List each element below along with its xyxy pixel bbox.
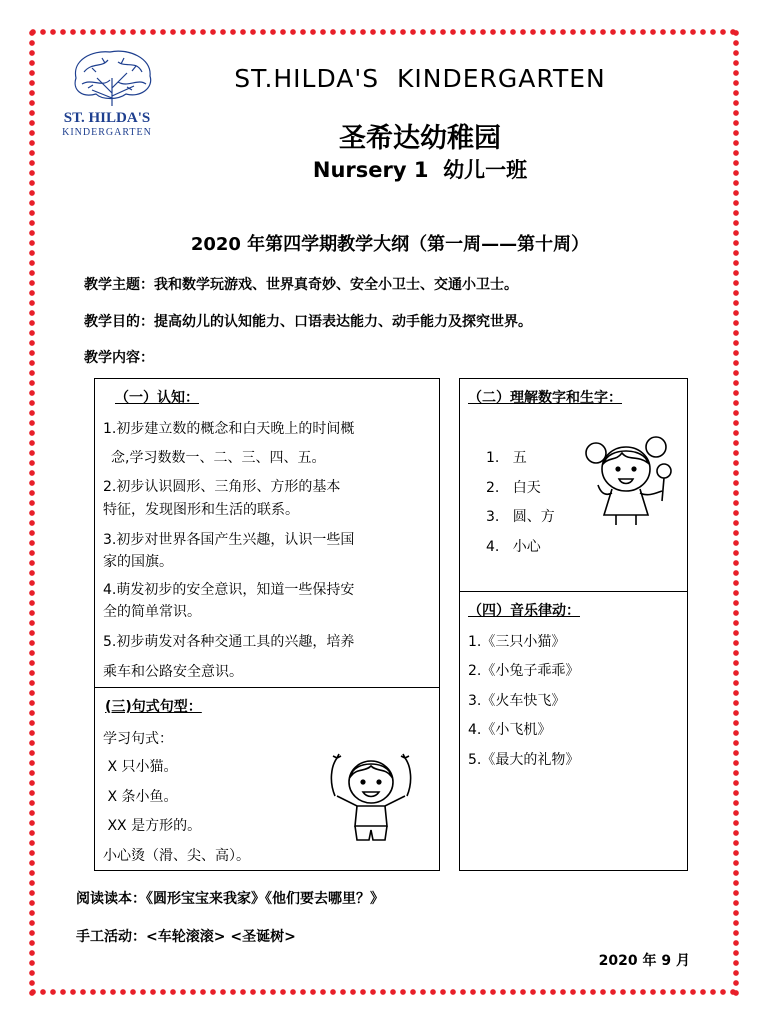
music-item: 3.《火车快飞》 [468, 693, 566, 709]
sentence-line: XX 是方形的。 [103, 818, 202, 834]
document-date: 2020 年 9 月 [598, 953, 690, 969]
music-item: 2.《小兔子乖乖》 [468, 663, 580, 679]
music-item: 5.《最大的礼物》 [468, 752, 580, 768]
school-name-cn: 圣希达幼稚园 [339, 123, 501, 154]
logo-name: ST. HILDA'S [63, 110, 151, 126]
cognition-line: 1.初步建立数的概念和白天晚上的时间概 [103, 421, 355, 437]
dotted-border-right [732, 28, 740, 996]
cognition-line: 家的国旗。 [103, 554, 173, 570]
cognition-line: 3.初步对世界各国产生兴趣，认识一些国 [103, 532, 355, 548]
cognition-line: 4.萌发初步的安全意识，知道一些保持安 [103, 582, 355, 598]
sentence-line: 学习句式： [103, 731, 173, 747]
logo-subtitle: KINDERGARTEN [62, 127, 152, 138]
sentences-box [94, 687, 440, 871]
sentences-title: (三)句式句型： [105, 699, 202, 715]
sentence-line: X 条小鱼。 [103, 789, 178, 805]
cognition-line: 特征，发现图形和生活的联系。 [103, 502, 299, 518]
sentence-line: 小心烫（滑、尖、高）。 [103, 848, 250, 864]
reading-books: 阅读读本：《圆形宝宝来我家》《他们要去哪里？》 [76, 891, 384, 907]
cognition-title: （一）认知： [115, 390, 199, 406]
music-box [459, 591, 688, 871]
cognition-line: 5.初步萌发对各种交通工具的兴趣，培养 [103, 634, 355, 650]
syllabus-title: 2020 年第四学期教学大纲（第一周——第十周） [190, 234, 590, 255]
teaching-content-label: 教学内容： [84, 350, 154, 366]
cognition-line: 念,学习数数一、二、三、四、五。 [111, 450, 326, 466]
numbers-word-item: 3. 圆、方 [486, 509, 555, 525]
dotted-border-bottom [28, 988, 740, 996]
music-item: 1.《三只小猫》 [468, 634, 566, 650]
numbers-word-item: 2. 白天 [486, 480, 541, 496]
dotted-border-left [28, 28, 36, 996]
numbers-word-item: 4. 小心 [486, 539, 541, 555]
teaching-theme: 教学主题：我和数学玩游戏、世界真奇妙、安全小卫士、交通小卫士。 [84, 277, 518, 293]
cognition-line: 2.初步认识圆形、三角形、方形的基本 [103, 479, 341, 495]
music-title: （四）音乐律动： [468, 603, 580, 619]
numbers-words-box [459, 378, 688, 592]
class-name: Nursery 1 幼儿一班 [312, 158, 528, 182]
boy-illustration [327, 752, 415, 844]
cognition-line: 全的简单常识。 [103, 604, 201, 620]
cognition-box [94, 378, 440, 688]
cognition-line: 乘车和公路安全意识。 [103, 664, 243, 680]
teaching-objective: 教学目的：提高幼儿的认知能力、口语表达能力、动手能力及探究世界。 [84, 314, 532, 330]
craft-activities: 手工活动：<车轮滚滚> <圣诞树> [76, 929, 296, 945]
dotted-border-top [28, 28, 740, 36]
school-name-en: ST.HILDA'S KINDERGARTEN [234, 64, 606, 93]
music-item: 4.《小飞机》 [468, 722, 552, 738]
numbers-words-title: （二）理解数字和生字： [468, 390, 622, 406]
girl-illustration [582, 431, 678, 527]
sentence-line: X 只小猫。 [103, 759, 178, 775]
numbers-word-item: 1. 五 [486, 450, 527, 466]
